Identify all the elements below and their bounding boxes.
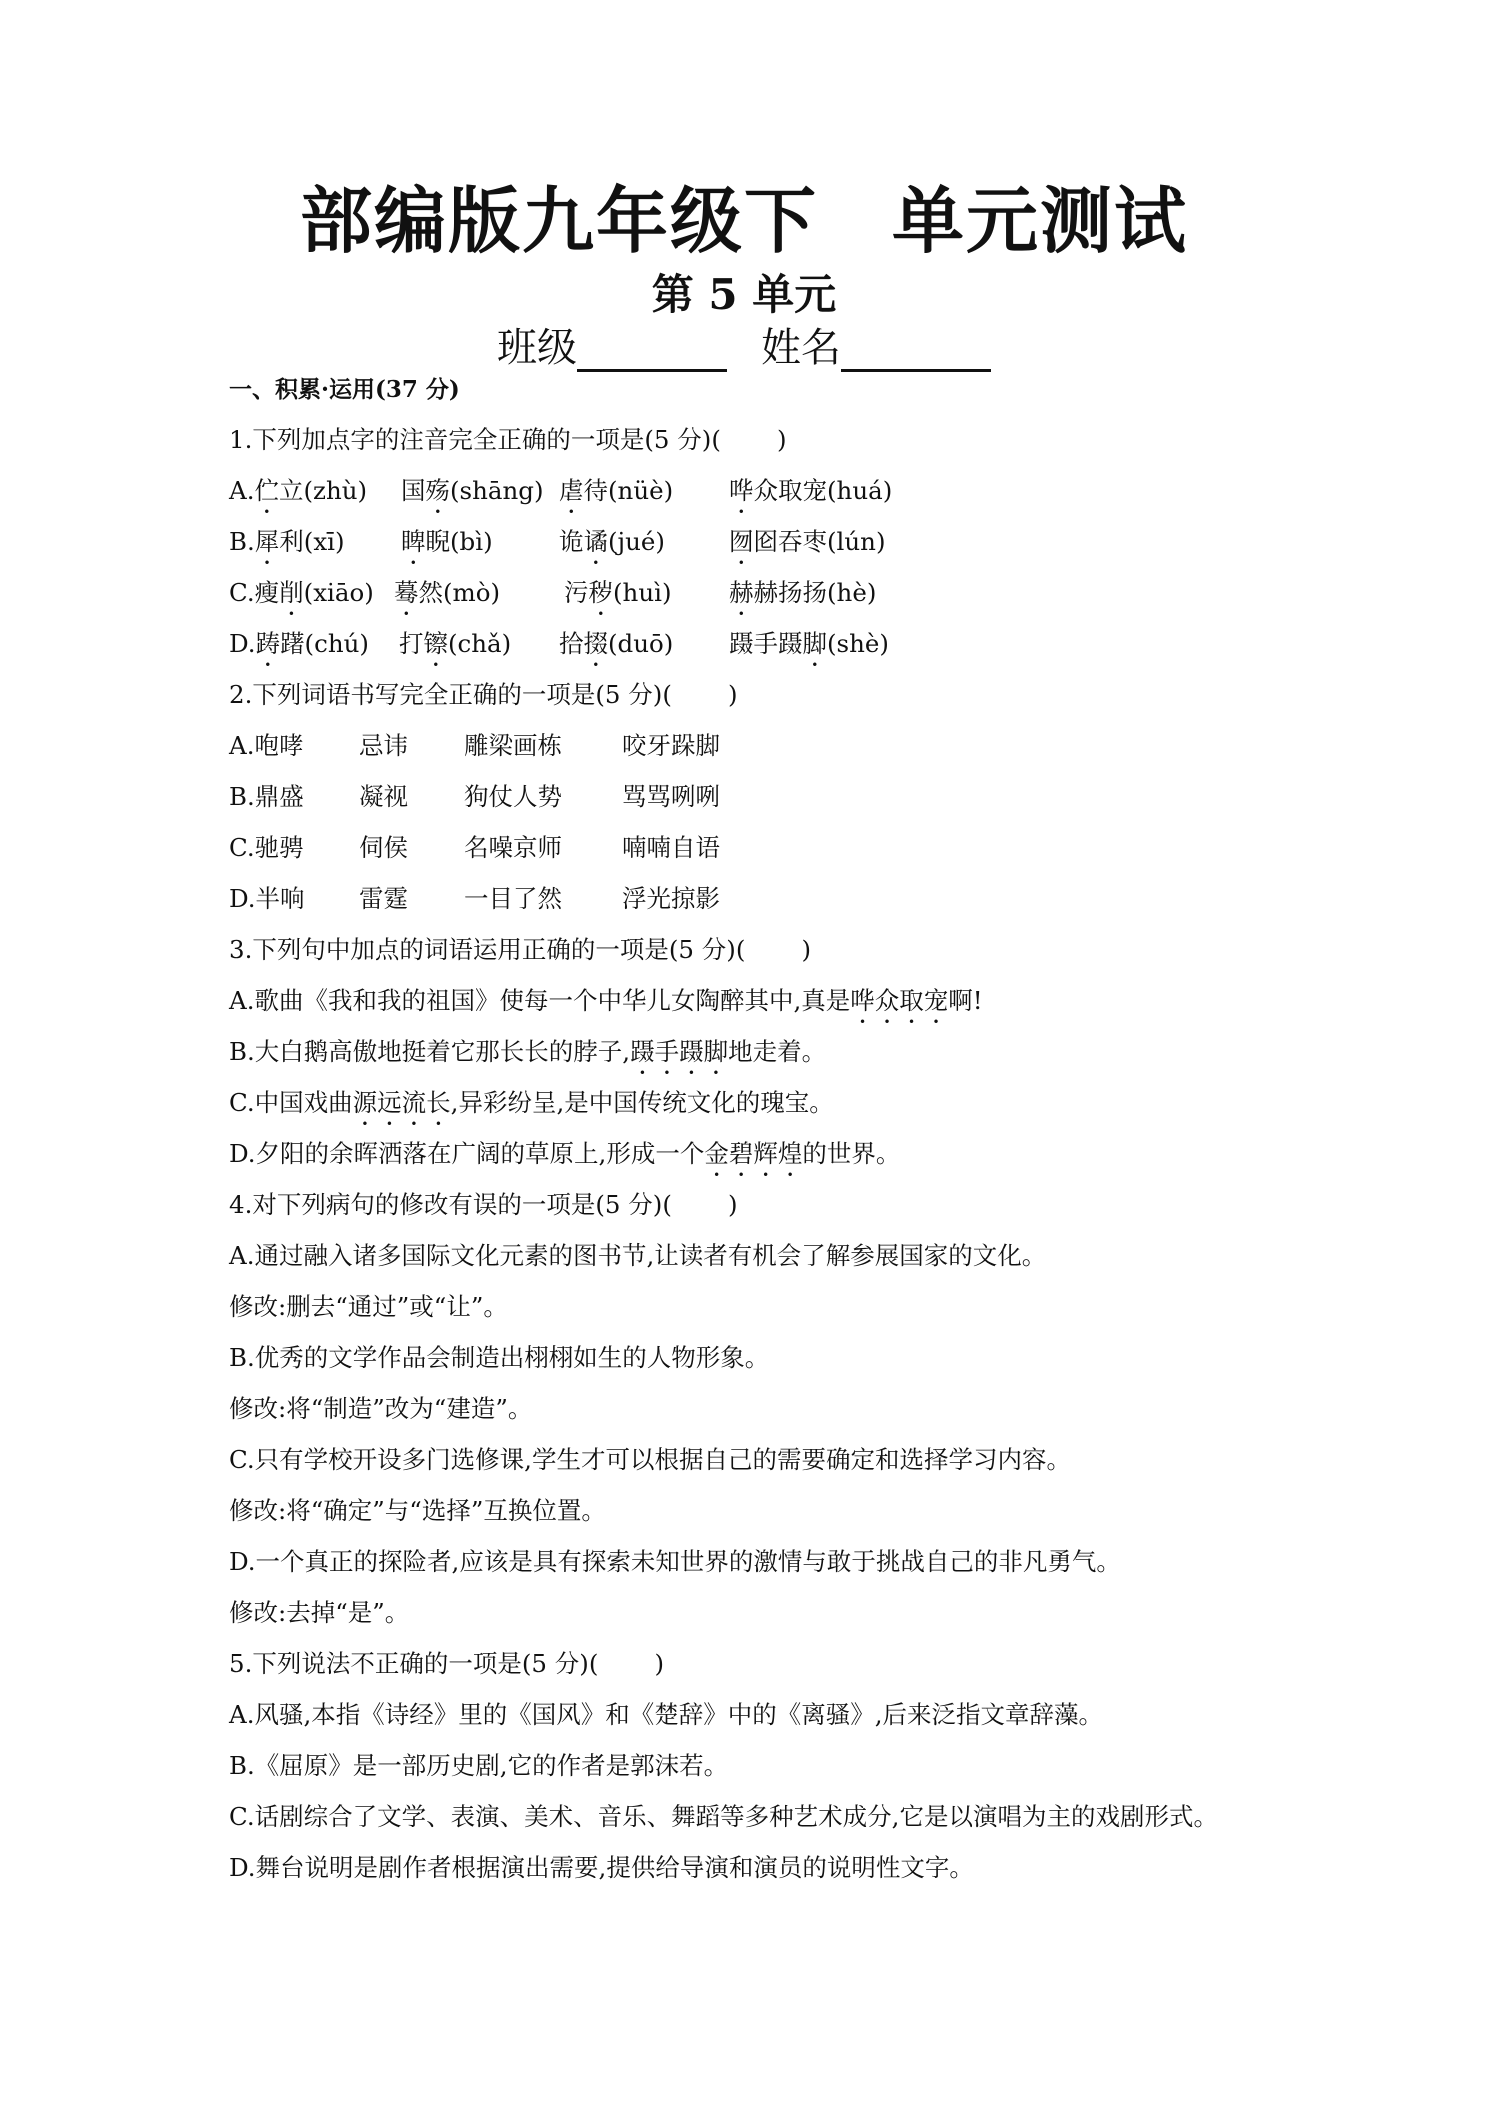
option-term: B.犀利(xī) (229, 527, 345, 556)
option-word: 雕梁画栋 (464, 731, 562, 760)
question-5-option-a: A.风骚,本指《诗经》里的《国风》和《楚辞》中的《离骚》,后来泛指文章辞藻。 (229, 1700, 1104, 1729)
question-4-fix-a: 修改:删去“通过”或“让”。 (229, 1292, 508, 1321)
option-word: 咬牙跺脚 (622, 731, 720, 760)
option-word: 伺侯 (359, 833, 408, 862)
name-blank[interactable] (841, 329, 991, 372)
question-2-stem (229, 675, 1439, 726)
question-1-stem (229, 420, 1439, 471)
question-1-option-c (229, 573, 1439, 624)
question-4-fix-c: 修改:将“确定”与“选择”互换位置。 (229, 1496, 606, 1525)
question-3-option-a: A.歌曲《我和我的祖国》使每一个中华儿女陶醉其中,真是哗众取宠啊! (229, 986, 983, 1015)
question-4-option-a: A.通过融入诸多国际文化元素的图书节,让读者有机会了解参展国家的文化。 (229, 1241, 1047, 1270)
question-3-option-d: D.夕阳的余晖洒落在广阔的草原上,形成一个金碧辉煌的世界。 (229, 1139, 901, 1168)
answer-paren-close: ) (776, 425, 787, 454)
question-2-option-c (229, 828, 1439, 879)
class-name-line (0, 324, 1488, 372)
option-word: 喃喃自语 (622, 833, 720, 862)
option-term: 拾掇(duō) (559, 629, 674, 658)
option-word: C.驰骋 (229, 833, 304, 862)
question-4-option-d: D.一个真正的探险者,应该是具有探索未知世界的激情与敢于挑战自己的非凡勇气。 (229, 1547, 1121, 1576)
question-4-option-b: B.优秀的文学作品会制造出栩栩如生的人物形象。 (229, 1343, 770, 1372)
dotted-phrase: 哗众取宠 (850, 986, 949, 1015)
question-5-option-c: C.话剧综合了文学、表演、美术、音乐、舞蹈等多种艺术成分,它是以演唱为主的戏剧形式。 (229, 1802, 1218, 1831)
option-word: 浮光掠影 (622, 884, 720, 913)
question-5-option-d: D.舞台说明是剧作者根据演出需要,提供给导演和演员的说明性文字。 (229, 1853, 974, 1882)
question-4-option-c: C.只有学校开设多门选修课,学生才可以根据自己的需要确定和选择学习内容。 (229, 1445, 1071, 1474)
option-term: 国殇(shāng) (401, 476, 544, 505)
option-term: 打镲(chǎ) (399, 629, 512, 658)
question-5-option-b: B.《屈原》是一部历史剧,它的作者是郭沫若。 (229, 1751, 729, 1780)
option-word: D.半响 (229, 884, 305, 913)
option-term: 赫赫扬扬(hè) (729, 578, 877, 607)
question-2-text: 2.下列词语书写完全正确的一项是(5 分)( (229, 680, 672, 709)
option-term: 污秽(huì) (564, 578, 672, 607)
question-4-text: 4.对下列病句的修改有误的一项是(5 分)( (229, 1190, 672, 1219)
answer-paren-close: ) (801, 935, 811, 964)
option-word: 骂骂咧咧 (622, 782, 720, 811)
option-term: 诡谲(jué) (559, 527, 665, 556)
question-2-option-a (229, 726, 1439, 777)
question-3-option-c: C.中国戏曲源远流长,异彩纷呈,是中国传统文化的瑰宝。 (229, 1088, 834, 1117)
question-4-fix-d: 修改:去掉“是”。 (229, 1598, 410, 1627)
class-label: 班级 (497, 325, 577, 371)
answer-paren-close: ) (727, 680, 738, 709)
class-blank[interactable] (577, 329, 727, 372)
option-word: 忌讳 (359, 731, 408, 760)
option-term: 睥睨(bì) (401, 527, 493, 556)
dotted-phrase: 源远流长 (352, 1088, 451, 1117)
question-1-option-d (229, 624, 1439, 675)
question-2-option-d (229, 879, 1439, 930)
name-label: 姓名 (761, 325, 841, 371)
option-word: 一目了然 (464, 884, 562, 913)
page-subtitle: 第 5 单元 (651, 270, 837, 319)
question-1-option-a (229, 471, 1439, 522)
answer-paren-close: ) (727, 1190, 738, 1219)
option-term: C.瘦削(xiāo) (229, 578, 374, 607)
question-3-option-b: B.大白鹅高傲地挺着它那长长的脖子,蹑手蹑脚地走着。 (229, 1037, 827, 1066)
option-word: A.咆哮 (229, 731, 304, 760)
section-heading: 一、积累·运用(37 分) (229, 376, 460, 403)
dotted-phrase: 金碧辉煌 (704, 1139, 803, 1168)
option-term: 虐待(nüè) (559, 476, 674, 505)
option-term: 蹑手蹑脚(shè) (729, 629, 889, 658)
question-3-stem (229, 930, 1439, 981)
option-word: 凝视 (359, 782, 408, 811)
option-word: 狗仗人势 (464, 782, 562, 811)
option-term: 蓦然(mò) (394, 578, 501, 607)
option-term: A.伫立(zhù) (229, 476, 368, 505)
question-1-option-b (229, 522, 1439, 573)
question-2-option-b (229, 777, 1439, 828)
question-5-stem (229, 1644, 1439, 1695)
option-word: 雷霆 (359, 884, 408, 913)
option-term: 囫囵吞枣(lún) (729, 527, 886, 556)
option-term: 哗众取宠(huá) (729, 476, 893, 505)
question-5-text: 5.下列说法不正确的一项是(5 分)( (229, 1649, 599, 1678)
option-term: D.踌躇(chú) (229, 629, 369, 658)
question-3-text: 3.下列句中加点的词语运用正确的一项是(5 分)( (229, 935, 746, 964)
question-4-stem (229, 1185, 1439, 1236)
dotted-phrase: 蹑手蹑脚 (630, 1037, 729, 1066)
page-title: 部编版九年级下 单元测试 (299, 179, 1188, 263)
option-word: B.鼎盛 (229, 782, 304, 811)
question-4-fix-b: 修改:将“制造”改为“建造”。 (229, 1394, 533, 1423)
option-word: 名噪京师 (464, 833, 562, 862)
question-1-text: 1.下列加点字的注音完全正确的一项是(5 分)( (229, 425, 721, 454)
questions (229, 420, 1439, 1899)
answer-paren-close: ) (654, 1649, 664, 1678)
